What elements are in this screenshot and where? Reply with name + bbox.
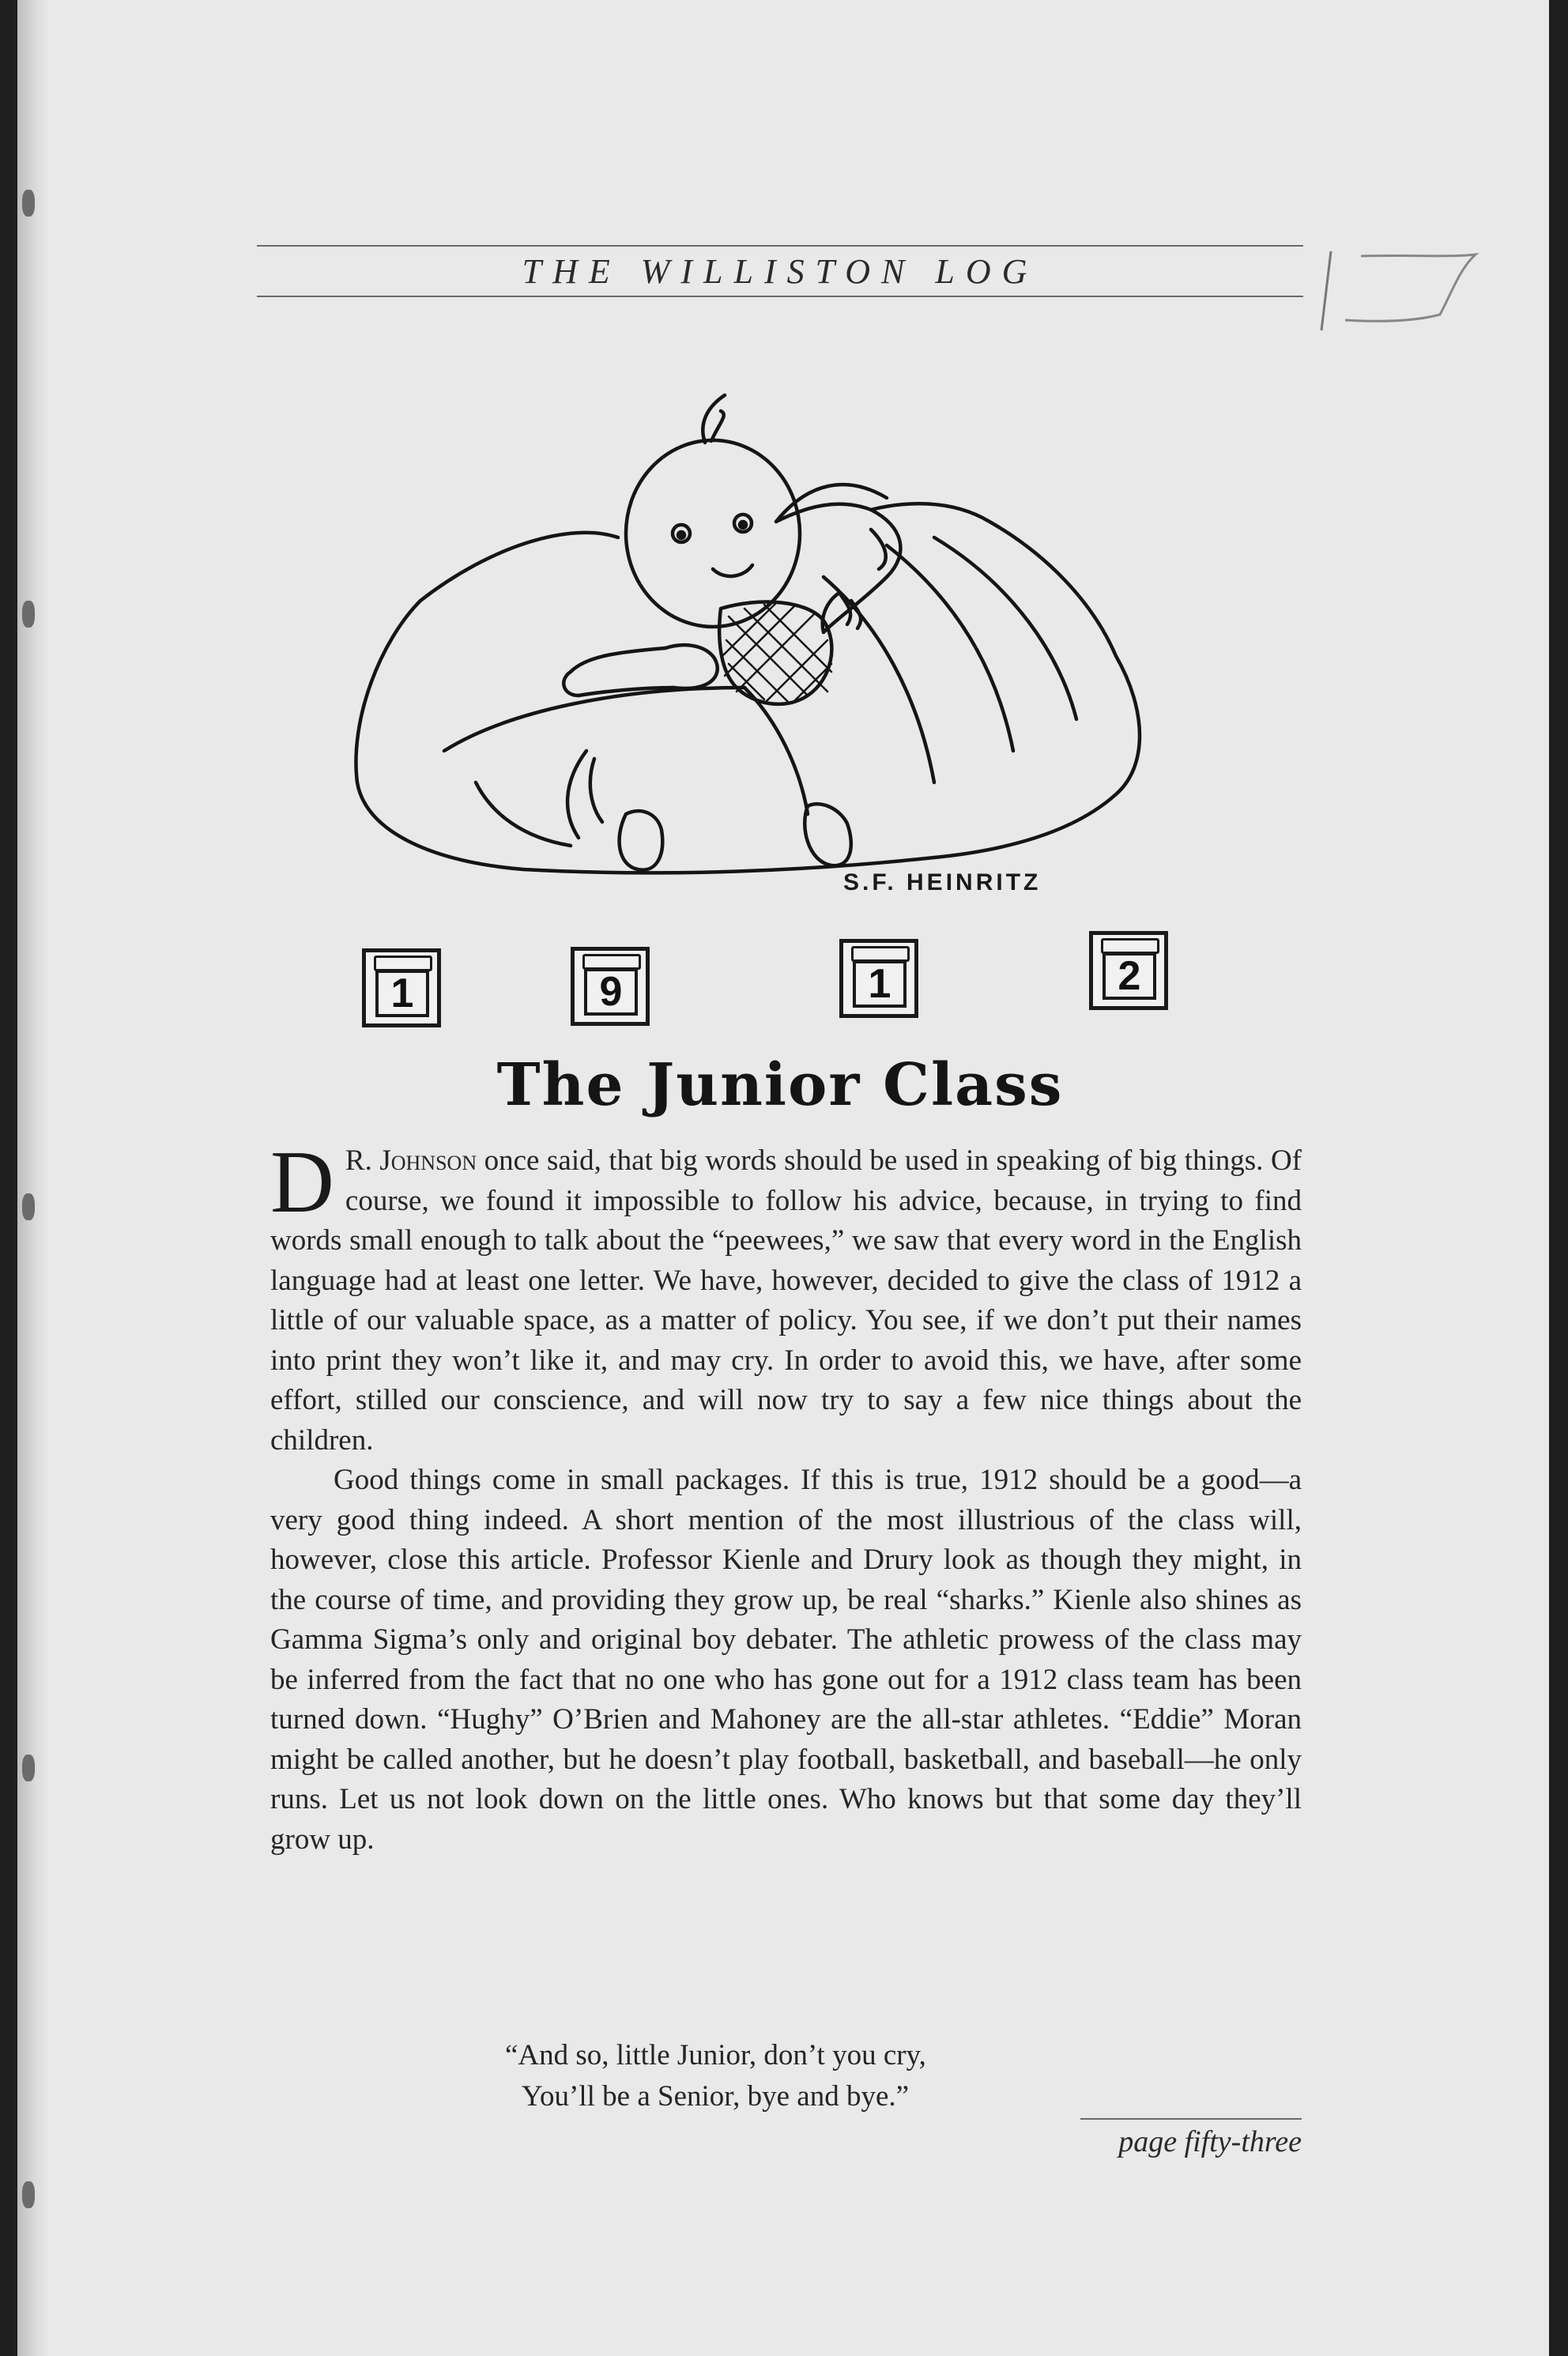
drop-cap: D: [270, 1133, 334, 1231]
pencil-mark-icon: [1314, 237, 1487, 340]
binding-stitch: [22, 601, 35, 628]
artist-signature: S.F. HEINRITZ: [843, 869, 1042, 895]
year-block-digit: 2: [1102, 952, 1156, 1000]
scanned-page: [17, 0, 1549, 2356]
book-spine: [17, 0, 49, 2356]
article-body: [270, 1133, 1302, 1860]
binding-stitch: [22, 1755, 35, 1781]
page-number: page fifty-three: [1118, 2125, 1302, 2158]
running-title: THE WILLISTON LOG: [522, 252, 1038, 291]
year-block: [839, 939, 918, 1018]
paragraph-lead: R. Johnson: [345, 1144, 477, 1177]
header-rule-top: [257, 245, 1303, 247]
year-block: [571, 947, 650, 1026]
year-block: [1089, 931, 1168, 1010]
verse-line-1: “And so, little Junior, don’t you cry,: [505, 2039, 926, 2071]
closing-verse: [270, 2035, 1302, 2117]
binding-stitch: [22, 190, 35, 217]
year-block: [362, 948, 441, 1027]
paragraph-1: [270, 1133, 1302, 1461]
year-block-digit: 1: [375, 970, 429, 1017]
footer-rule: [1080, 2118, 1302, 2120]
binding-stitch: [22, 2181, 35, 2208]
paragraph-2: Good things come in small packages. If this is true, 1912 should be a good—a very good thing indeed. A short mention of the most illustrious of the class will, however, close this article. Professor Kienle and Drury look as though they might, in the course of time, and providing they grow up, be real “sharks.” Kienle also shines as Gamma Sigma’s only and original boy debater. The athletic prowess of the class may be inferred from the fact that no one who has gone out for a 1912 class team has been turned down. “Hughy” O’Brien and Mahoney are the all-star athletes. “Eddie” Moran might be called another, but he doesn’t play football, basketball, and baseball—he only runs. Let us not look down on the little ones. Who knows but that some day they’ll grow up.: [270, 1464, 1302, 1856]
year-block-digit: 1: [853, 960, 906, 1008]
baby-in-blanket-illustration: [334, 340, 1171, 909]
header-rule-bottom: [257, 296, 1303, 297]
verse-line-2: You’ll be a Senior, bye and bye.”: [522, 2080, 910, 2113]
binding-stitch: [22, 1193, 35, 1220]
paragraph-1-text: once said, that big words should be used in speaking of big things. Of course, we found it impossible to follow his advice, because, in trying to find words small enough to talk about the “peewees,” we saw that every word in the English language had at least one letter. We have, however, decided to give the class of 1912 a little of our valuable space, as a matter of policy. You see, if we don’t put their names into print they won’t like it, and may cry. In order to avoid this, we have, after some effort, stilled our conscience, and will now try to say a few nice things about the children.: [270, 1144, 1302, 1457]
year-block-digit: 9: [584, 968, 638, 1016]
article-title: The Junior Class: [496, 1051, 1064, 1119]
